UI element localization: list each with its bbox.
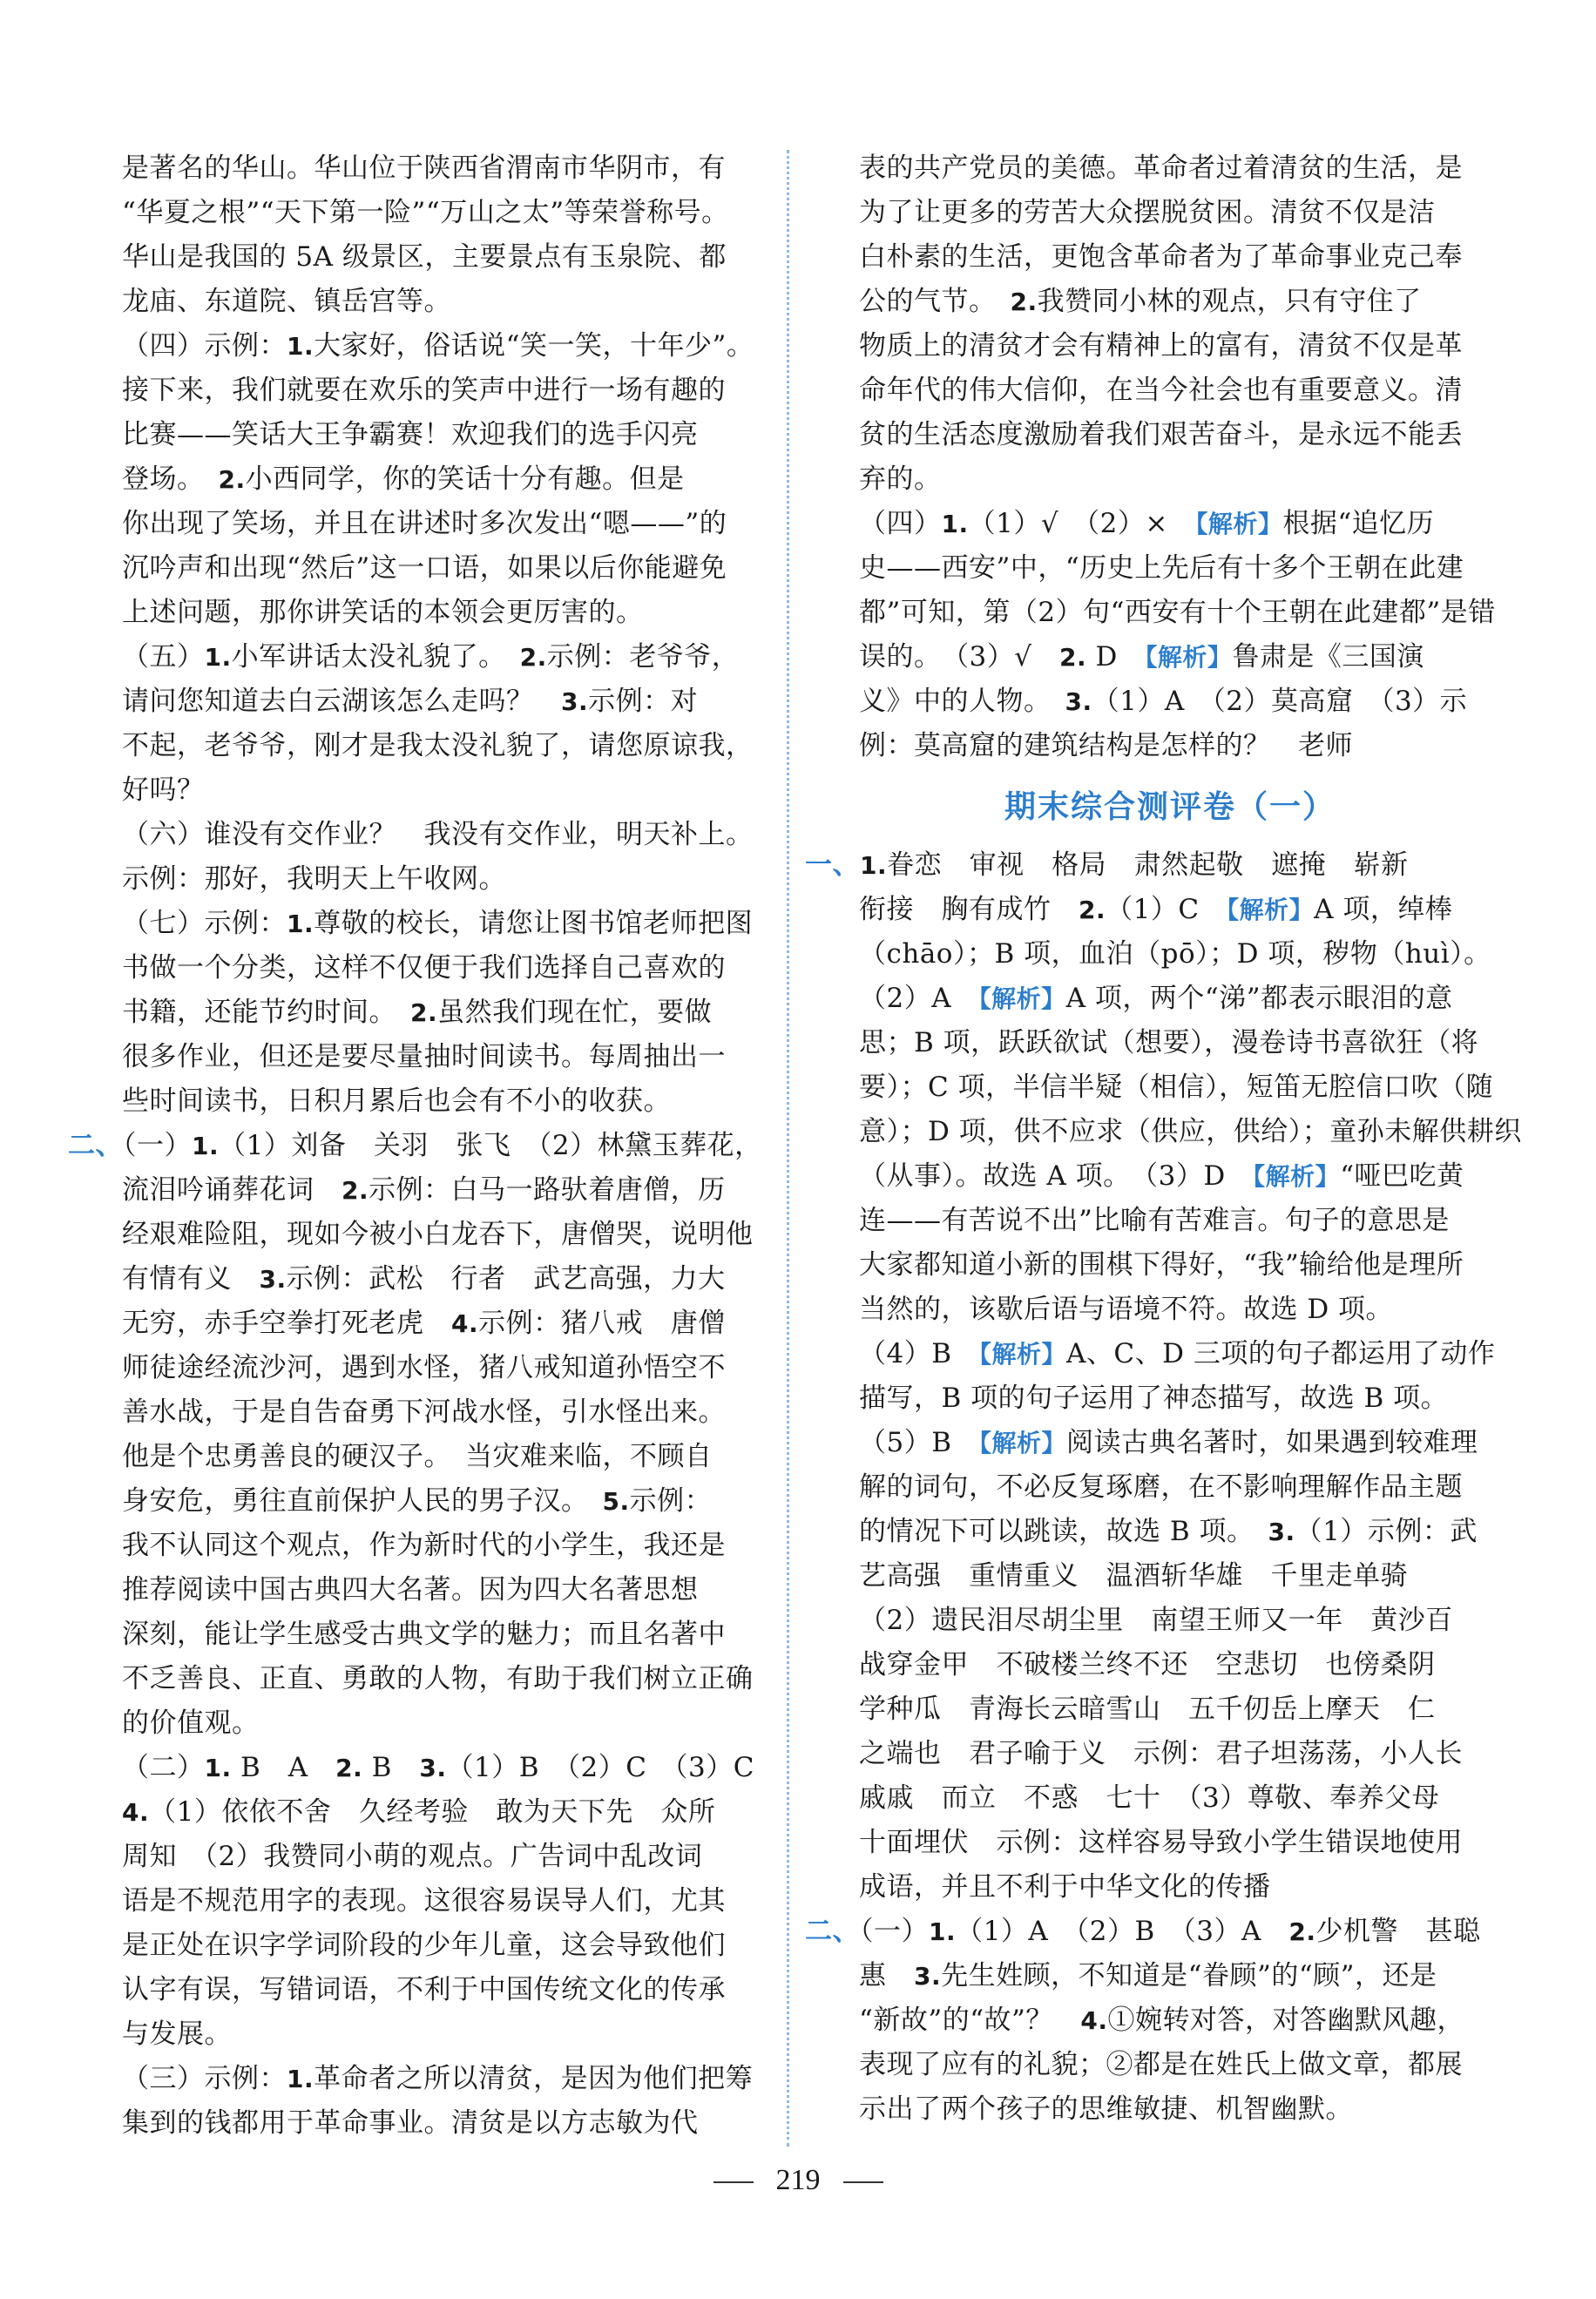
right-column-top (859, 146, 1496, 768)
text-segment: 示出了两个孩子的思维敏捷、机智幽默。 (859, 2093, 1353, 2125)
text-line (859, 888, 1481, 932)
text-segment: 学种瓜 青海长云暗雪山 五千仞岳上摩天 仁 (859, 1694, 1436, 1725)
text-segment: 表的共产党员的美德。革命者过着清贫的生活，是 (859, 152, 1463, 184)
text-segment: 描写，B 项的句子运用了神态描写，故选 B 项。 (859, 1383, 1449, 1414)
analysis-tag: 【解析】 (978, 984, 1066, 1013)
text-segment: 善水战，于是自告奋勇下河战水怪，引水怪出来。 (122, 1396, 726, 1428)
text-segment: 物质上的清贫才会有精神上的富有，清贫不仅是革 (859, 330, 1463, 362)
section-marker: 二、 (805, 1916, 860, 1947)
text-segment: 艺高强 重情重义 温酒斩华雄 千里走单骑 (859, 1560, 1408, 1592)
text-segment: 连——有苦说不出”比喻有苦难言。句子的意思是 (859, 1205, 1450, 1236)
text-segment: 有情有义 (122, 1263, 260, 1295)
text-segment: A 项，绰棒 (1314, 894, 1453, 925)
item-number: 1. (192, 1132, 220, 1160)
text-segment: 表现了应有的礼貌；②都是在姓氏上做文章，都展 (859, 2049, 1463, 2080)
text-segment: 命年代的伟大信仰，在当今社会也有重要意义。清 (859, 375, 1463, 406)
text-segment: 上述问题，那你讲笑话的本领会更厉害的。 (122, 597, 644, 628)
text-segment: 很多作业，但还是要尽量抽时间读书。每周抽出一 (122, 1041, 726, 1072)
text-segment: （4）B (859, 1338, 980, 1369)
text-segment: 思；B 项，跃跃欲试（想要），漫卷诗书喜欲狂（将 (859, 1027, 1479, 1058)
text-segment: 他是个忠勇善良的硬汉子。 当灾难来临，不顾自 (122, 1441, 713, 1472)
text-segment: 我不认同这个观点，作为新时代的小学生，我还是 (122, 1530, 726, 1561)
text-line (122, 1390, 756, 1435)
text-segment: 是正处在识字学词阶段的少年儿童，这会导致他们 (122, 1930, 726, 1961)
text-line (122, 680, 756, 724)
text-segment: （二） (122, 1752, 205, 1783)
text-line (859, 680, 1481, 724)
text-segment: 示例：对 (588, 686, 699, 717)
text-segment: （1）C (1106, 894, 1227, 925)
text-segment: 贫的生活态度激励着我们艰苦奋斗，是永远不能丢 (859, 419, 1463, 450)
text-segment: 误的。 （3）√ (859, 641, 1059, 673)
text-segment: 认字有误，写错词语，不利于中国传统文化的传承 (122, 1974, 726, 2005)
item-number: 2. (335, 1754, 363, 1782)
text-segment: 惠 (859, 1960, 914, 1991)
text-segment: （1）依依不舍 久经考验 敢为天下先 众所 (149, 1796, 716, 1828)
text-line (122, 946, 756, 991)
text-line (859, 2043, 1481, 2087)
item-number: 3. (1268, 1518, 1295, 1546)
analysis-tag: 【解析】 (1195, 510, 1283, 538)
text-line (859, 1954, 1481, 1998)
text-line (859, 1421, 1481, 1465)
analysis-tag: 【解析】 (1145, 643, 1233, 672)
text-segment: 周知 （2）我赞同小萌的观点。广告词中乱改词 (122, 1841, 703, 1872)
item-number: 1. (941, 510, 969, 538)
text-line (122, 457, 756, 502)
text-line (859, 413, 1481, 457)
item-number: 1. (929, 1917, 957, 1946)
text-line (122, 324, 756, 369)
text-line (122, 413, 756, 457)
text-line (859, 1154, 1481, 1199)
text-segment: 不起，老爷爷，刚才是我太没礼貌了，请您原谅我， (122, 730, 754, 761)
text-segment: （四）示例： (122, 330, 287, 362)
right-column (805, 146, 1522, 2132)
text-line (122, 1168, 756, 1213)
analysis-tag: 【解析】 (1227, 896, 1315, 924)
section-title: 期末综合测评卷（一） (1004, 789, 1336, 825)
text-segment: 请问您知道去白云湖该怎么走吗？ (122, 686, 561, 717)
text-line (859, 502, 1481, 546)
text-segment: （1）B （2）C （3）C (446, 1752, 754, 1783)
text-line (859, 932, 1491, 977)
text-segment: 意）；D 项，供不应求（供应，供给）；童孙未解供耕织 (859, 1116, 1522, 1147)
text-line (122, 1746, 756, 1790)
text-line (122, 369, 756, 413)
text-segment: ①婉转对答，对答幽默风趣， (1107, 2005, 1465, 2036)
text-segment: “华夏之根”“天下第一险”“万山之太”等荣誉称号。 (122, 197, 729, 228)
item-number: 3. (1065, 687, 1092, 716)
text-line (122, 146, 756, 191)
footer-dash-left (713, 2181, 754, 2183)
text-segment: 弃的。 (859, 463, 942, 495)
text-line (68, 1124, 762, 1168)
text-segment: （五） (122, 641, 205, 673)
text-segment: 小西同学，你的笑话十分有趣。但是 (245, 463, 685, 495)
text-line (122, 857, 756, 902)
text-line (122, 1613, 756, 1657)
text-segment: 是著名的华山。华山位于陕西省渭南市华阴市，有 (122, 152, 726, 184)
text-line (122, 1835, 756, 1879)
text-segment: 公的气节。 (859, 286, 1011, 317)
text-segment: 师徒途经流沙河，遇到水怪，猪八戒知道孙悟空不 (122, 1352, 726, 1383)
text-line (859, 1288, 1481, 1332)
item-number: 2. (410, 998, 438, 1027)
item-number: 2. (342, 1176, 369, 1205)
text-segment: 眷恋 审视 格局 肃然起敬 遮掩 崭新 (887, 849, 1409, 881)
text-segment: 接下来，我们就要在欢乐的笑声中进行一场有趣的 (122, 375, 726, 406)
text-segment: 虽然我们现在忙，要做 (437, 997, 713, 1028)
text-line (859, 635, 1481, 680)
text-line (859, 1199, 1481, 1243)
item-number: 4. (122, 1798, 150, 1827)
text-line (859, 280, 1481, 324)
text-segment: 书做一个分类，这样不仅便于我们选择自己喜欢的 (122, 952, 726, 984)
text-segment: 沉吟声和出现“然后”这一口语，如果以后你能避免 (122, 552, 727, 584)
page-number: 219 (775, 2164, 821, 2196)
text-line (122, 724, 756, 768)
text-line (859, 1687, 1481, 1732)
text-segment: 的情况下可以跳读，故选 B 项。 (859, 1516, 1268, 1547)
text-segment: 登场。 (122, 463, 219, 495)
text-line (859, 235, 1481, 280)
text-line (122, 2012, 756, 2057)
text-segment: （一） (860, 1916, 929, 1947)
text-segment: 少机警 甚聪 (1315, 1916, 1481, 1947)
text-segment: 你出现了笑场，并且在讲述时多次发出“嗯——”的 (122, 508, 727, 539)
text-segment: （1）刘备 关羽 张飞 （2）林黛玉葬花， (219, 1130, 762, 1161)
right-column-bottom (805, 843, 1522, 2132)
text-segment: A、C、D 三项的句子都运用了动作 (1066, 1338, 1496, 1369)
text-segment: 推荐阅读中国古典四大名著。因为四大名著思想 (122, 1574, 699, 1606)
text-segment: 示例：老爷爷， (546, 641, 740, 673)
text-line (122, 235, 756, 280)
text-segment: （1）A （2）B （3）A (956, 1916, 1289, 1947)
text-segment: （从事）。故选 A 项。 （3）D (859, 1160, 1254, 1192)
text-line (122, 1968, 756, 2012)
text-segment: （1）示例：武 (1295, 1516, 1478, 1547)
item-number: 3. (419, 1754, 447, 1782)
text-line (859, 1776, 1481, 1821)
text-line (122, 1035, 756, 1079)
item-number: 1. (287, 909, 314, 938)
text-line (859, 1332, 1496, 1376)
text-line (122, 1701, 756, 1746)
page-footer (0, 2164, 1596, 2197)
text-segment: 例：莫高窟的建筑结构是怎样的？ 老师 (859, 730, 1353, 761)
text-line (122, 546, 756, 591)
item-number: 3. (914, 1962, 942, 1991)
section-marker: 一、 (805, 849, 860, 881)
text-line (859, 724, 1481, 768)
text-line (122, 591, 756, 635)
text-line (122, 1346, 756, 1390)
item-number: 3. (259, 1265, 287, 1294)
text-segment: “新故”的“故”？ (859, 2005, 1081, 2036)
text-segment: （1）A （2）莫高窟 （3）示 (1092, 686, 1468, 717)
text-line (122, 1790, 756, 1835)
text-line (859, 1865, 1481, 1910)
text-segment: B (362, 1752, 420, 1783)
text-segment: （chāo）；B 项，血泊（pō）；D 项，秽物（huì）。 (859, 938, 1491, 970)
text-line (122, 1079, 756, 1124)
text-line (859, 1021, 1481, 1065)
text-line (859, 1732, 1481, 1776)
item-number: 2. (1079, 896, 1106, 924)
text-segment: 先生姓顾，不知道是“眷顾”的“顾”，还是 (941, 1960, 1437, 1991)
text-segment: D (1086, 641, 1146, 673)
text-line (859, 2087, 1481, 2132)
text-line (122, 1435, 756, 1479)
section-marker: 二、 (68, 1130, 123, 1161)
text-segment: 战穿金甲 不破楼兰终不还 空悲切 也傍桑阴 (859, 1649, 1436, 1680)
text-segment: 大家好，俗话说“笑一笑，十年少”。 (314, 330, 754, 362)
text-segment: （2）遗民泪尽胡尘里 南望王师又一年 黄沙百 (859, 1605, 1453, 1636)
text-segment: 史——西安”中，“历史上先后有十多个王朝在此建 (859, 552, 1464, 584)
text-line (122, 2101, 756, 2146)
text-line (805, 843, 1481, 888)
text-segment: 当然的，该歇后语与语境不符。故选 D 项。 (859, 1294, 1394, 1325)
text-line (122, 635, 756, 680)
text-line (859, 546, 1481, 591)
text-segment: 示例： (629, 1485, 713, 1517)
text-segment: 好吗？ (122, 774, 205, 806)
item-number: 5. (602, 1487, 630, 1516)
text-line (859, 324, 1481, 369)
text-segment: A 项，两个“涕”都表示眼泪的意 (1065, 983, 1453, 1014)
text-line (859, 1998, 1481, 2043)
item-number: 2. (519, 643, 547, 672)
text-segment: 龙庙、东道院、镇岳宫等。 (122, 286, 451, 317)
text-line (122, 2057, 756, 2101)
text-segment: 之端也 君子喻于义 示例：君子坦荡荡，小人长 (859, 1738, 1463, 1769)
text-line (859, 1510, 1481, 1554)
text-segment: 示例：那好，我明天上午收网。 (122, 863, 506, 895)
text-segment: 集到的钱都用于革命事业。清贫是以方志敏为代 (122, 2107, 699, 2139)
text-line (122, 1657, 756, 1701)
text-line (122, 191, 756, 235)
text-segment: 流泪吟诵葬花词 (122, 1174, 342, 1206)
left-column (68, 146, 762, 2146)
text-segment: 成语，并且不利于中华文化的传播 (859, 1871, 1271, 1903)
text-segment: 示例：白马一路驮着唐僧，历 (369, 1174, 726, 1206)
text-segment: 与发展。 (122, 2018, 232, 2050)
text-segment: 经艰难险阻，现如今被小白龙吞下，唐僧哭，说明他 (122, 1219, 754, 1250)
text-line (859, 1599, 1481, 1643)
analysis-tag: 【解析】 (1253, 1162, 1341, 1191)
item-number: 2. (218, 465, 246, 494)
text-segment: 语是不规范用字的表现。这很容易误导人们，尤其 (122, 1885, 726, 1917)
text-segment: （2）A (859, 983, 979, 1014)
text-segment: 白朴素的生活，更饱含革命者为了革命事业克己奉 (859, 241, 1463, 273)
text-segment: 我赞同小林的观点，只有守住了 (1037, 286, 1422, 317)
text-segment: 都”可知，第（2）句“西安有十个王朝在此建都”是错 (859, 597, 1496, 628)
text-segment: 根据“追忆历 (1282, 508, 1435, 539)
text-segment: 十面埋伏 示例：这样容易导致小学生错误地使用 (859, 1827, 1463, 1858)
item-number: 1. (204, 1754, 232, 1782)
text-line (859, 977, 1481, 1021)
text-line (805, 1910, 1481, 1954)
text-line (122, 1302, 756, 1346)
text-segment: （三）示例： (122, 2063, 287, 2094)
text-segment: B A (231, 1752, 336, 1783)
text-line (122, 1479, 756, 1524)
text-segment: 比赛——笑话大王争霸赛！欢迎我们的选手闪亮 (122, 419, 699, 450)
text-segment: 些时间读书，日积月累后也会有不小的收获。 (122, 1085, 671, 1117)
item-number: 1. (287, 2065, 314, 2093)
text-line (859, 1465, 1481, 1510)
text-line (859, 1554, 1481, 1599)
column-divider (787, 150, 789, 2147)
item-number: 2. (1058, 643, 1087, 672)
text-segment: 书籍，还能节约时间。 (122, 997, 410, 1028)
text-segment: 小军讲话太没礼貌了。 (231, 641, 520, 673)
text-segment: 尊敬的校长，请您让图书馆老师把图 (314, 908, 754, 939)
text-segment: 不乏善良、正直、勇敢的人物，有助于我们树立正确 (122, 1663, 754, 1694)
footer-dash-right (843, 2181, 883, 2183)
text-segment: 阅读古典名著时，如果遇到较难理 (1066, 1427, 1478, 1458)
item-number: 1. (204, 643, 232, 672)
analysis-tag: 【解析】 (979, 1340, 1067, 1369)
item-number: 2. (1010, 287, 1038, 316)
text-segment: 的价值观。 (122, 1707, 260, 1739)
text-line (122, 1924, 756, 1968)
text-line (122, 991, 756, 1035)
text-line (122, 768, 756, 813)
text-segment: （5）B (859, 1427, 980, 1458)
text-segment: 革命者之所以清贫，是因为他们把筹 (314, 2063, 754, 2094)
text-segment: （1）√ （2）× (968, 508, 1196, 539)
text-segment: 鲁肃是《三国演 (1232, 641, 1424, 673)
text-segment: 无穷，赤手空拳打死老虎 (122, 1308, 451, 1339)
text-line (859, 1376, 1481, 1421)
text-line (122, 502, 756, 546)
text-line (122, 1568, 756, 1613)
item-number: 3. (561, 687, 589, 716)
text-line (122, 1213, 756, 1257)
text-line (122, 1879, 756, 1924)
text-line (859, 146, 1481, 191)
text-line (122, 813, 756, 857)
text-line (859, 1065, 1494, 1110)
text-segment: （一） (123, 1130, 192, 1161)
text-segment: （七）示例： (122, 908, 287, 939)
text-segment: 华山是我国的 5A 级景区，主要景点有玉泉院、都 (122, 241, 727, 273)
item-number: 2. (1288, 1917, 1316, 1946)
item-number: 1. (287, 332, 314, 361)
text-line (859, 1243, 1481, 1288)
text-line (122, 902, 756, 946)
text-segment: 示例：武松 行者 武艺高强，力大 (286, 1263, 726, 1295)
text-segment: （六）谁没有交作业？ 我没有交作业，明天补上。 (122, 819, 754, 850)
text-line (859, 1110, 1522, 1154)
text-line (859, 457, 1481, 502)
text-segment: 衔接 胸有成竹 (859, 894, 1079, 925)
text-segment: “哑巴吃黄 (1340, 1160, 1464, 1192)
text-segment: 义》中的人物。 (859, 686, 1065, 717)
text-line (122, 280, 756, 324)
text-line (122, 1524, 756, 1568)
text-segment: 大家都知道小新的围棋下得好，“我”输给他是理所 (859, 1249, 1464, 1281)
text-segment: 为了让更多的劳苦大众摆脱贫困。清贫不仅是洁 (859, 197, 1436, 228)
analysis-tag: 【解析】 (979, 1429, 1067, 1457)
text-segment: （四） (859, 508, 942, 539)
text-line (859, 1821, 1481, 1865)
text-segment: 要）；C 项，半信半疑（相信），短笛无腔信口吹（随 (859, 1072, 1494, 1103)
item-number: 4. (1080, 2006, 1108, 2035)
text-line (859, 191, 1481, 235)
text-line (859, 369, 1481, 413)
item-number: 1. (860, 851, 888, 880)
text-line (859, 1643, 1481, 1687)
text-segment: 深刻，能让学生感受古典文学的魅力；而且名著中 (122, 1619, 726, 1650)
text-line (859, 591, 1496, 635)
item-number: 4. (451, 1309, 479, 1338)
text-segment: 戚戚 而立 不惑 七十 （3）尊敬、奉养父母 (859, 1782, 1440, 1814)
text-segment: 解的词句，不必反复琢磨，在不影响理解作品主题 (859, 1471, 1463, 1503)
text-segment: 示例：猪八戒 唐僧 (478, 1308, 726, 1339)
text-line (122, 1257, 756, 1302)
text-segment: 身安危，勇往直前保护人民的男子汉。 (122, 1485, 603, 1517)
